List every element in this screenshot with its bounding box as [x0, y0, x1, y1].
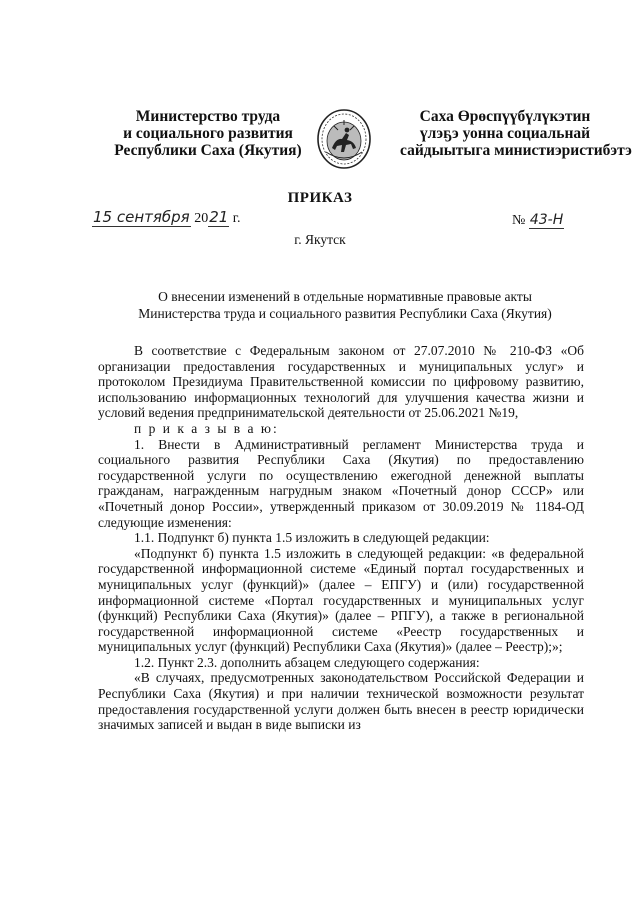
ministry-name-yakut: [400, 108, 632, 159]
subject-line: О внесении изменений в отдельные нормативные правовые акты: [158, 289, 532, 304]
date-year-mark: г.: [232, 211, 241, 226]
order-body: [98, 343, 584, 733]
ministry-name-russian: [108, 108, 308, 159]
ministry-name-line: Республики Саха (Якутия): [114, 142, 302, 159]
clause-1-1-text: «Подпункт б) пункта 1.5 изложить в следующей редакции: «в федеральной государственной информационной системе «Единый портал государственных и муниципальных услуг (функций)» (далее – ЕПГУ) и (или) государственной информационной системе «Портал государственных и муниципальных услуг (функций) Республики Саха (Якутия)» (далее – РПГУ), а также в региональной государственной информационной системе «Реестр государственных и муниципальных услуг (функций) Республики Саха (Якутия)» (далее – Реестр);»;: [98, 545, 584, 655]
ministry-name-line: сайдыытыга министиэристибэтэ: [400, 142, 632, 159]
yakutia-coat-of-arms-icon: [316, 108, 372, 170]
clause-1: 1. Внести в Административный регламент Министерства труда и социального развития Республики Саха (Якутия) по предоставлению государственной услуги по осуществлению ежегодной денежной выплаты гражданам, награжденным нагрудным знаком «Почетный донор СССР» или «Почетный донор России», утвержденный приказом от 30.09.2019 № 1184-ОД следующие изменения:: [98, 436, 584, 530]
order-word: п р и к а з ы в а ю:: [134, 420, 279, 436]
order-number: [512, 212, 564, 229]
preamble-paragraph: В соответствие с Федеральным законом от 27.07.2010 № 210-ФЗ «Об организации предоставления государственных и муниципальных услуг» и протоколом Президиума Правительственной комиссии по цифровому развитию, использованию информационных технологий для улучшения качества жизни и условий ведения предпринимательской деятельности от 25.06.2021 №19,: [98, 343, 584, 421]
order-number-label: №: [512, 213, 526, 228]
order-date: [92, 208, 240, 227]
ministry-name-line: и социального развития: [123, 125, 293, 142]
order-number-value: 43-Н: [529, 212, 564, 228]
date-day-month: 15 сентября: [93, 208, 190, 226]
ministry-name-line: үлэҕэ уонна социальнай: [419, 125, 591, 142]
ministry-name-line: Министерство труда: [135, 108, 281, 125]
document-title: ПРИКАЗ: [287, 190, 353, 206]
clause-1-2-text: «В случаях, предусмотренных законодательством Российской Федерации и Республики Саха (Якутия) и при наличии технической возможности результат предоставления государственной услуги должен быть внесен в реестр юридически значимых записей и выдан в виде выписки из: [98, 670, 584, 733]
clause-1-1: 1.1. Подпункт б) пункта 1.5 изложить в следующей редакции:: [134, 530, 490, 546]
date-year-prefix: 20: [194, 211, 209, 226]
subject-line: Министерства труда и социального развития Республики Саха (Якутия): [138, 306, 552, 321]
ministry-name-line: Саха Өрөспүүбүлүкэтин: [419, 108, 591, 125]
date-year-suffix: 21: [209, 208, 229, 226]
clause-1-2: 1.2. Пункт 2.3. дополнить абзацем следующего содержания:: [134, 654, 480, 670]
order-subject: [110, 288, 580, 322]
order-city: г. Якутск: [294, 232, 346, 247]
